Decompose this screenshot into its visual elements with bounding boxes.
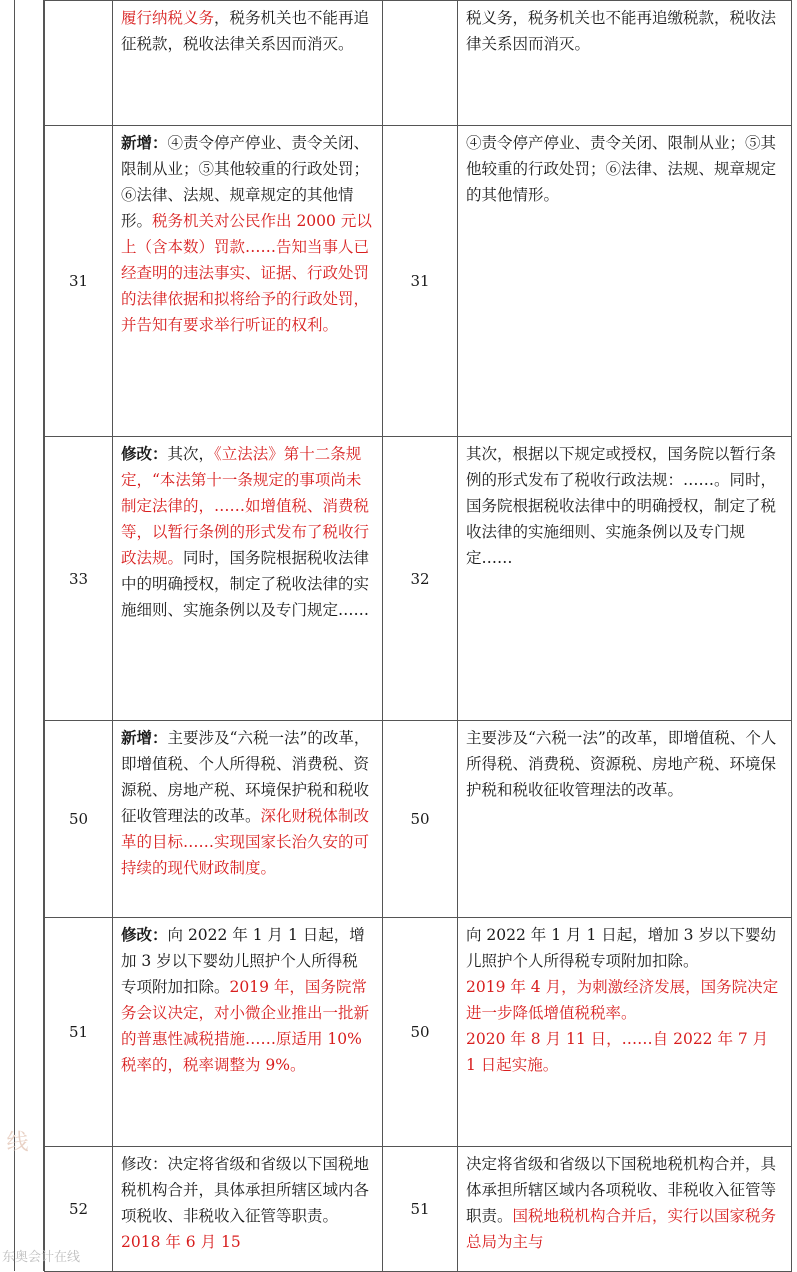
old-page-number — [383, 1, 458, 126]
text-segment: 新增： — [121, 728, 168, 747]
new-content-cell — [113, 918, 383, 1147]
text-segment: 其次，根据以下规定或授权，国务院以暂行条例的形式发布了税收行政法规：……。同时，国务院根据税收法律中的明确授权，制定了税收法律的实施细则、实施条例以及专门规定…… — [466, 445, 777, 567]
new-content-cell — [113, 126, 383, 437]
old-content-cell — [458, 918, 792, 1147]
table-row — [45, 437, 792, 721]
watermark-side: 线 — [3, 1130, 28, 1152]
paragraph — [466, 974, 781, 1026]
text-segment: 2019 年，国务院常务会议决定，对小微企业推出一批新的普惠性减税措施……原适用 10%税率的，税率调整为 9%。 — [121, 978, 370, 1074]
new-content-cell — [113, 1147, 383, 1272]
text-segment: 2018 年 6 月 15 — [121, 1233, 241, 1251]
new-page-number: 31 — [45, 126, 113, 437]
text-segment: 深化财税体制改革的目标……实现国家长治久安的可持续的现代财政制度。 — [121, 807, 370, 877]
old-page-number: 32 — [383, 437, 458, 721]
table-row — [45, 918, 792, 1147]
text-segment: 2020 年 8 月 11 日，……自 2022 年 7 月 1 日起实施。 — [466, 1030, 769, 1074]
old-content-cell — [458, 1, 792, 126]
text-segment: 2019 年 4 月，为刺激经济发展，国务院决定进一步降低增值税税率。 — [466, 978, 779, 1022]
text-segment: 修改：决定将省级和省级以下国税地税机构合并，具体承担所辖区域内各项税收、非税收入征管等职责。 — [121, 1155, 370, 1225]
text-segment: 新增： — [121, 133, 168, 152]
table-row — [45, 1147, 792, 1272]
text-segment: 决定将省级和省级以下国税地税机构合并，具体承担所辖区域内各项税收、非税收入征管等职责。 — [466, 1155, 777, 1225]
text-segment: ④责令停产停业、责令关闭、限制从业；⑤其他较重的行政处罚；⑥法律、法规、规章规定的其他情形。 — [121, 134, 370, 230]
new-page-number: 50 — [45, 721, 113, 918]
old-page-number: 31 — [383, 126, 458, 437]
paragraph — [466, 1151, 781, 1255]
new-content-cell — [113, 437, 383, 721]
text-segment: 主要涉及“六税一法”的改革，即增值税、个人所得税、消费税、资源税、房地产税、环境保护税和税收征收管理法的改革。 — [121, 729, 370, 825]
paragraph — [466, 130, 781, 208]
comparison-table — [44, 0, 792, 1272]
paragraph — [466, 1026, 781, 1078]
new-page-number: 51 — [45, 918, 113, 1147]
new-page-number: 33 — [45, 437, 113, 721]
text-segment: 其次， — [167, 445, 215, 463]
table-row — [45, 126, 792, 437]
text-segment: 向 2022 年 1 月 1 日起，增加 3 岁以下婴幼儿照护个人所得税专项附加扣除。 — [121, 926, 365, 996]
old-page-number: 50 — [383, 721, 458, 918]
table-row — [45, 1, 792, 126]
paragraph — [466, 441, 781, 571]
paragraph — [466, 922, 781, 974]
text-segment: 向 2022 年 1 月 1 日起，增加 3 岁以下婴幼儿照护个人所得税专项附加扣除。 — [466, 926, 776, 970]
text-segment: 履行纳税义务 — [121, 9, 215, 27]
new-content-cell — [113, 721, 383, 918]
text-segment: 修改： — [121, 444, 168, 463]
old-content-cell — [458, 721, 792, 918]
old-page-number: 51 — [383, 1147, 458, 1272]
old-page-number: 50 — [383, 918, 458, 1147]
old-content-cell — [458, 126, 792, 437]
text-segment: 《立法法》第十二条规定，“本法第十一条规定的事项尚未制定法律的，……如增值税、消费税等，以暂行条例的形式发布了税收行政法规。 — [121, 445, 370, 567]
old-content-cell — [458, 437, 792, 721]
text-segment: 国税地税机构合并后，实行以国家税务总局为主与 — [466, 1207, 777, 1251]
new-page-number — [45, 1, 113, 126]
text-segment: 主要涉及“六税一法”的改革，即增值税、个人所得税、消费税、资源税、房地产税、环境保护税和税收征收管理法的改革。 — [466, 729, 777, 799]
new-page-number: 52 — [45, 1147, 113, 1272]
watermark-footer: 东奥会计在线 — [2, 1250, 81, 1265]
paragraph — [466, 5, 781, 57]
new-content-cell — [113, 1, 383, 126]
left-margin-column — [14, 0, 44, 1271]
text-segment: 修改： — [121, 925, 168, 944]
text-segment: 税务机关对公民作出 2000 元以上（含本数）罚款……告知当事人已经查明的违法事实、证据、行政处罚的法律依据和拟将给予的行政处罚，并告知有要求举行听证的权利。 — [121, 212, 372, 334]
table-row — [45, 721, 792, 918]
text-segment: 税义务，税务机关也不能再追缴税款，税收法律关系因而消灭。 — [466, 9, 777, 53]
text-segment: ④责令停产停业、责令关闭、限制从业；⑤其他较重的行政处罚；⑥法律、法规、规章规定的其他情形。 — [466, 134, 777, 204]
old-content-cell — [458, 1147, 792, 1272]
text-segment: 同时，国务院根据税收法律中的明确授权，制定了税收法律的实施细则、实施条例以及专门规定…… — [121, 549, 370, 619]
paragraph — [466, 725, 781, 803]
text-segment: ，税务机关也不能再追征税款，税收法律关系因而消灭。 — [121, 9, 370, 53]
